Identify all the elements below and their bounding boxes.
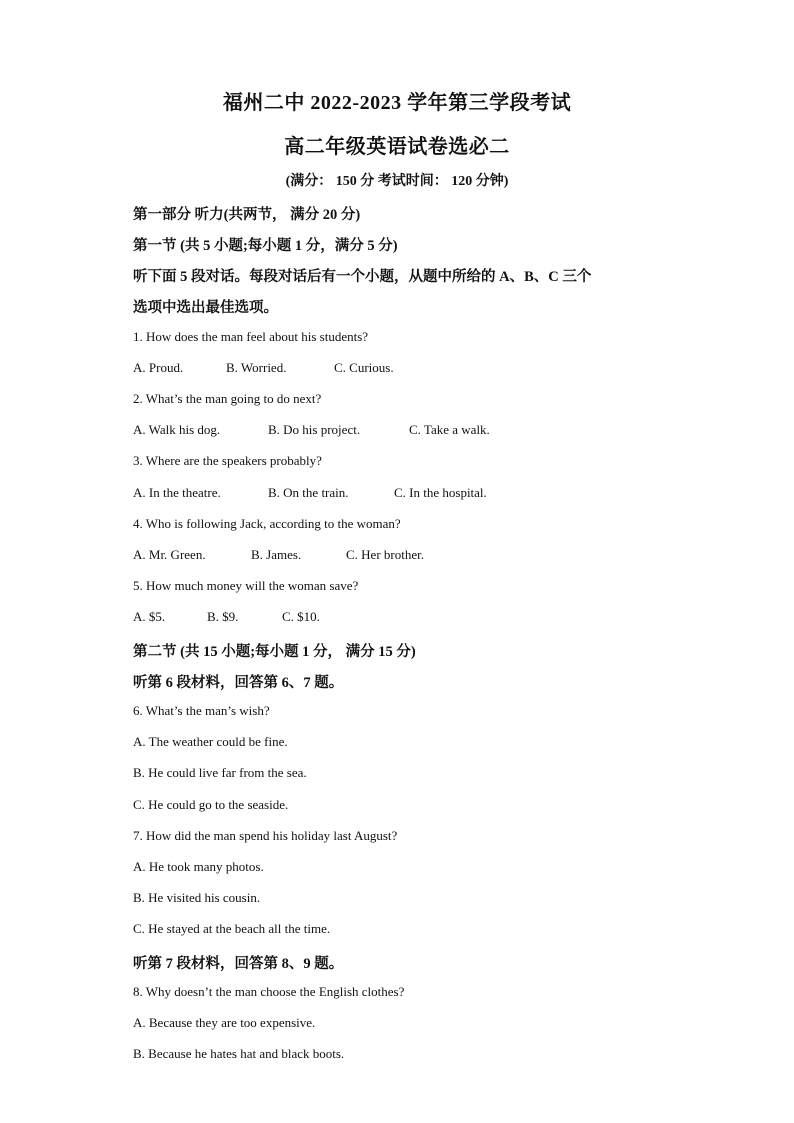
question-5: 5. How much money will the woman save?: [133, 578, 359, 593]
question-1-options: [133, 360, 394, 376]
question-3: 3. Where are the speakers probably?: [133, 453, 322, 468]
q2-option-a: A. Walk his dog.: [133, 422, 221, 437]
q6-option-b: B. He could live far from the sea.: [133, 765, 307, 780]
q2-option-b: B. Do his project.: [268, 422, 361, 437]
exam-meta: (满分： 150 分 考试时间： 120 分钟): [285, 174, 509, 189]
instruction-line-2: 选项中选出最佳选项。: [133, 300, 278, 316]
question-5-options: [133, 609, 320, 625]
q3-option-b: B. On the train.: [268, 485, 349, 500]
q4-option-a: A. Mr. Green.: [133, 547, 206, 562]
q8-option-a: A. Because they are too expensive.: [133, 1015, 316, 1030]
q8-option-b: B. Because he hates hat and black boots.: [133, 1046, 345, 1061]
question-8: 8. Why doesn’t the man choose the English clothes?: [133, 984, 405, 999]
q7-option-a: A. He took many photos.: [133, 859, 264, 874]
q2-option-c: C. Take a walk.: [409, 422, 490, 437]
q5-option-a: A. $5.: [133, 609, 166, 624]
question-6: 6. What’s the man’s wish?: [133, 703, 270, 718]
q3-option-c: C. In the hospital.: [394, 485, 487, 500]
part1-heading: 第一部分 听力(共两节， 满分 20 分): [133, 207, 361, 223]
exam-subtitle: 高二年级英语试卷选必二: [284, 136, 510, 158]
q4-option-b: B. James.: [251, 547, 302, 562]
question-4-options: [133, 547, 424, 563]
passage7-heading: 听第 7 段材料，回答第 8、9 题。: [133, 956, 344, 972]
q6-option-a: A. The weather could be fine.: [133, 734, 288, 749]
q7-option-c: C. He stayed at the beach all the time.: [133, 921, 331, 936]
q4-option-c: C. Her brother.: [346, 547, 424, 562]
q3-option-a: A. In the theatre.: [133, 485, 221, 500]
question-3-options: [133, 485, 487, 501]
instruction-line-1: 听下面 5 段对话。每段对话后有一个小题，从题中所给的 A、B、C 三个: [133, 269, 592, 285]
passage6-heading: 听第 6 段材料，回答第 6、7 题。: [133, 675, 344, 691]
section2-heading: 第二节 (共 15 小题;每小题 1 分， 满分 15 分): [133, 644, 416, 660]
question-7: 7. How did the man spend his holiday last August?: [133, 828, 398, 843]
section1-heading: 第一节 (共 5 小题;每小题 1 分，满分 5 分): [133, 238, 398, 254]
q1-option-b: B. Worried.: [226, 360, 287, 375]
question-4: 4. Who is following Jack, according to the woman?: [133, 516, 401, 531]
question-1: 1. How does the man feel about his students?: [133, 329, 369, 344]
q1-option-c: C. Curious.: [334, 360, 394, 375]
question-2: 2. What’s the man going to do next?: [133, 391, 322, 406]
q1-option-a: A. Proud.: [133, 360, 184, 375]
q5-option-b: B. $9.: [207, 609, 239, 624]
exam-title: 福州二中 2022-2023 学年第三学段考试: [222, 92, 572, 114]
q7-option-b: B. He visited his cousin.: [133, 890, 261, 905]
question-2-options: [133, 422, 490, 438]
q6-option-c: C. He could go to the seaside.: [133, 797, 289, 812]
q5-option-c: C. $10.: [282, 609, 320, 624]
